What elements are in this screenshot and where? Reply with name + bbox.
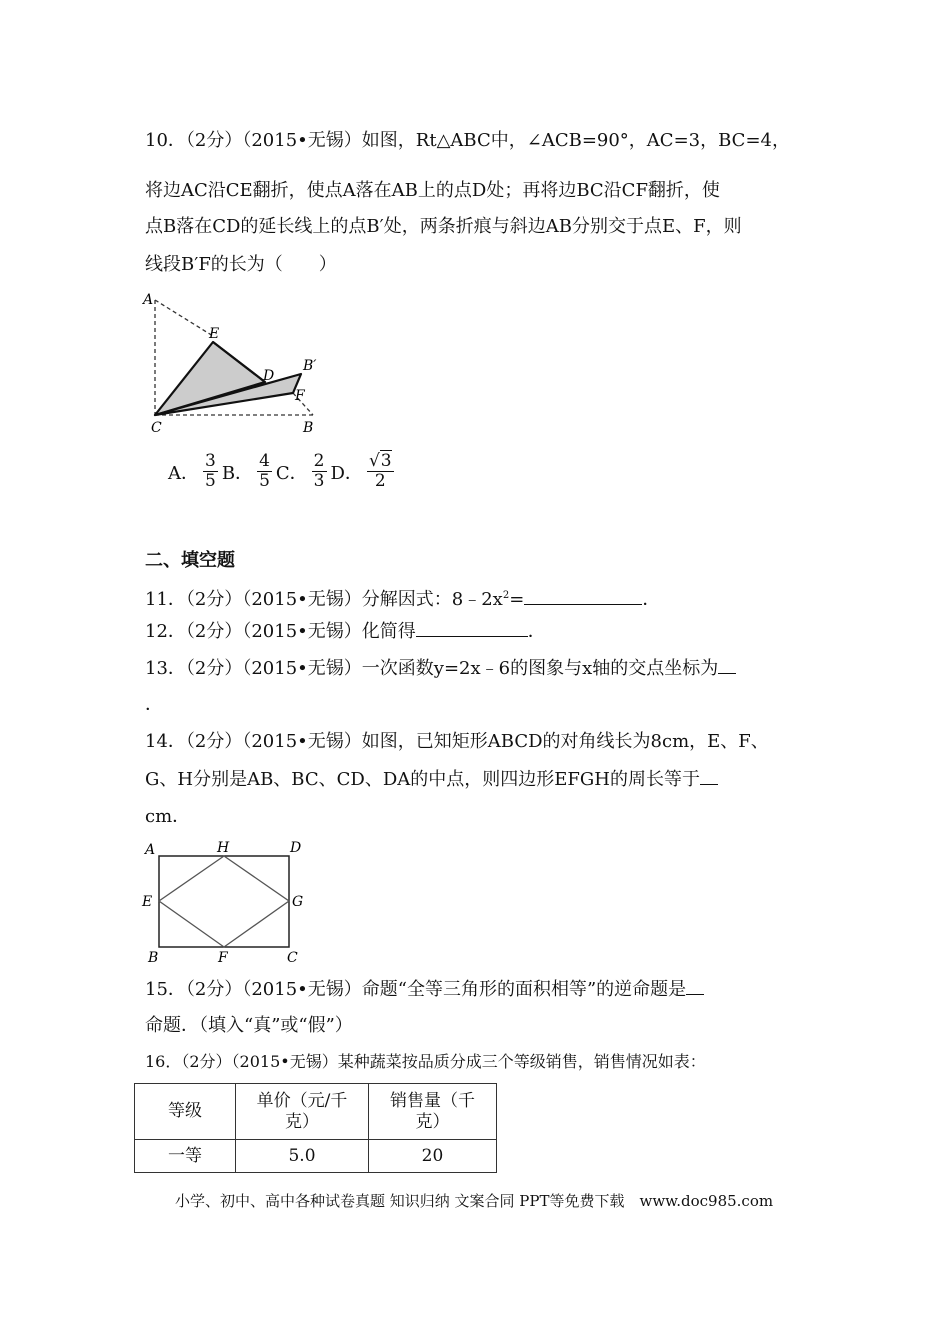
choice-d-fraction: $\frac{√3}{2}$: [368, 451, 392, 491]
q12-answer-blank[interactable]: [416, 620, 528, 637]
label-h: H: [217, 840, 230, 856]
q13: 13．（2分）（2015•无锡）一次函数y=2x﹣6的图象与x轴的交点坐标为: [145, 657, 736, 680]
label-b: B: [148, 950, 159, 966]
q10-line3: 点B落在CD的延长线上的点B′处，两条折痕与斜边AB分别交于点E、F，则: [145, 216, 742, 237]
section-title: 二、填空题: [145, 550, 235, 571]
table-header-price: 单价（元/千 克）: [236, 1084, 369, 1140]
table-row: [135, 1084, 497, 1140]
q10-choices: [168, 452, 396, 491]
q16-sales-table: [134, 1083, 497, 1173]
label-b: B: [303, 420, 314, 436]
page-footer: 小学、初中、高中各种试卷真题 知识归纳 文案合同 PPT等免费下载 www.doc985.com: [175, 1192, 774, 1210]
choice-b-fraction: $\frac{4}{5}$: [259, 451, 270, 491]
ab-dashed-edge: [155, 300, 213, 336]
choice-b-label[interactable]: B．: [221, 462, 254, 484]
q14-line2: G、H分别是AB、BC、CD、DA的中点，则四边形EFGH的周长等于: [145, 768, 718, 791]
choice-a-label[interactable]: A．: [168, 462, 199, 484]
q11-answer-blank[interactable]: [524, 588, 642, 605]
q15-line1: 15．（2分）（2015•无锡）命题“全等三角形的面积相等”的逆命题是: [145, 978, 704, 1001]
choice-c-fraction: $\frac{2}{3}$: [313, 451, 325, 491]
label-f: F: [295, 388, 305, 404]
label-e: E: [142, 894, 153, 910]
label-d: D: [290, 840, 302, 856]
table-cell: 20: [369, 1140, 497, 1173]
table-header-volume: 销售量（千 克）: [369, 1084, 497, 1140]
q13-answer-blank[interactable]: [718, 657, 736, 674]
label-a: A: [145, 842, 156, 858]
q15-answer-blank[interactable]: [686, 978, 704, 995]
q10-line4: 线段B′F的长为（ ）: [145, 254, 337, 275]
rectangle-abcd: [159, 856, 289, 947]
q10-line2: 将边AC沿CE翻折，使点A落在AB上的点D处；再将边BC沿CF翻折，使: [145, 180, 720, 201]
label-f: F: [218, 950, 228, 966]
q15-line2: 命题．（填入“真”或“假”）: [145, 1015, 353, 1036]
table-row: [135, 1140, 497, 1173]
q14-line1: 14．（2分）（2015•无锡）如图，已知矩形ABCD的对角线长为8cm，E、F、: [145, 731, 769, 752]
table-cell: 一等: [135, 1140, 236, 1173]
label-b-prime: B′: [303, 358, 317, 374]
label-a: A: [143, 292, 154, 308]
rhombus-efgh: [159, 856, 289, 947]
q14-rectangle-figure: [140, 838, 310, 966]
q11: 11．（2分）（2015•无锡）分解因式：$8﹣2x^2=$ ．: [145, 589, 661, 610]
label-c: C: [151, 420, 162, 436]
choice-d-label[interactable]: D．: [330, 462, 363, 484]
q13-line2: ．: [145, 694, 163, 715]
label-g: G: [292, 894, 304, 910]
table-cell: 5.0: [236, 1140, 369, 1173]
sqrt-sign-icon: √: [368, 451, 380, 471]
q14-answer-blank[interactable]: [700, 768, 718, 785]
q16-text: 16．（2分）（2015•无锡）某种蔬菜按品质分成三个等级销售，销售情况如表：: [145, 1052, 706, 1071]
q10-line1: 10．（2分）（2015•无锡）如图，Rt△ABC中，∠ACB=90°，AC=3，BC=4，: [145, 130, 790, 151]
q12: 12．（2分）（2015•无锡）化简得 ．: [145, 621, 546, 642]
q10-triangle-figure: [135, 288, 335, 438]
choice-c-label[interactable]: C．: [275, 462, 308, 484]
table-header-grade: 等级: [135, 1084, 236, 1140]
label-c: C: [287, 950, 298, 966]
label-d: D: [263, 368, 275, 384]
choice-a-fraction: $\frac{3}{5}$: [205, 451, 216, 491]
q14-line3: cm．: [145, 806, 191, 827]
label-e: E: [209, 326, 220, 342]
